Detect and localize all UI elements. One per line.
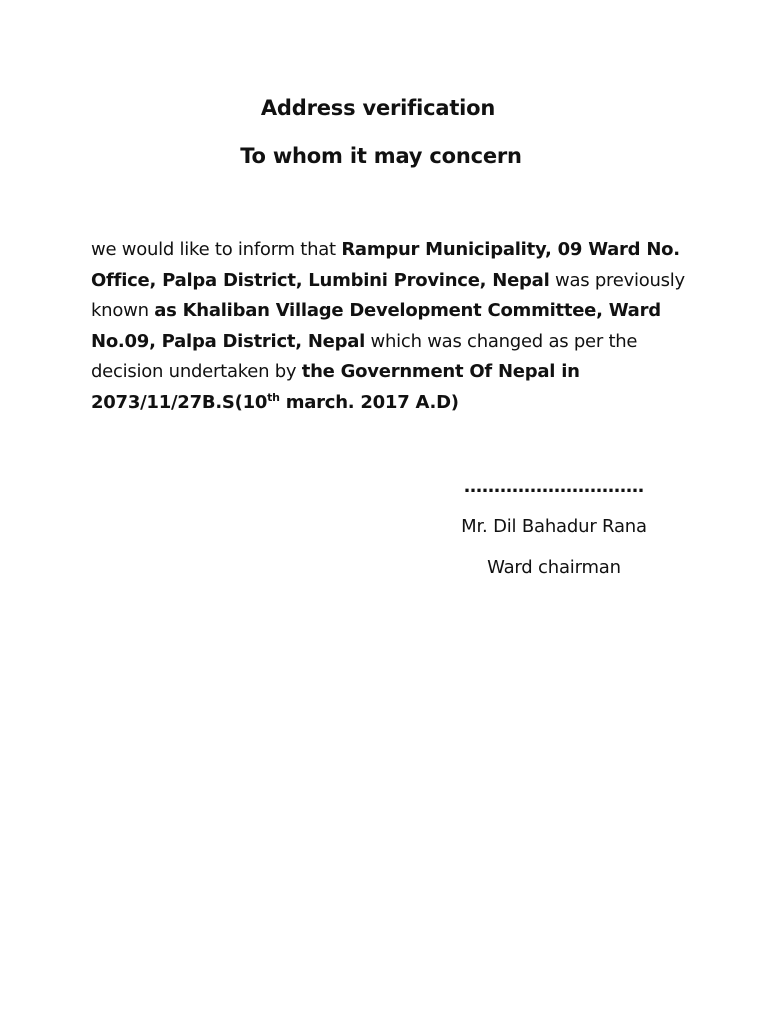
body-bold-1: Rampur Municipality, 09 Ward No. Office, Palpa District, Lumbini Province, Nepal bbox=[91, 239, 680, 291]
document-title: Address verification bbox=[260, 96, 496, 120]
body-text-1: we would like to inform that bbox=[91, 239, 342, 260]
signatory-title: Ward chairman bbox=[487, 557, 621, 578]
body-bold-2: as Khaliban Village Development Committee, Ward No.09, Palpa District, Nepal bbox=[91, 300, 661, 352]
body-bold-3: the Government Of Nepal in 2073/11/27B.S(10 bbox=[91, 361, 580, 413]
signature-line: ………………………… bbox=[464, 476, 644, 497]
salutation: To whom it may concern bbox=[240, 144, 522, 168]
body-bold-4: march. 2017 A.D) bbox=[279, 391, 459, 413]
signatory-name: Mr. Dil Bahadur Rana bbox=[461, 516, 647, 537]
body-text-3: which was changed as per the decision undertaken by bbox=[91, 330, 638, 382]
body-paragraph bbox=[91, 235, 691, 418]
body-text-2: was previously known bbox=[91, 269, 685, 321]
body-superscript: th bbox=[267, 390, 280, 404]
